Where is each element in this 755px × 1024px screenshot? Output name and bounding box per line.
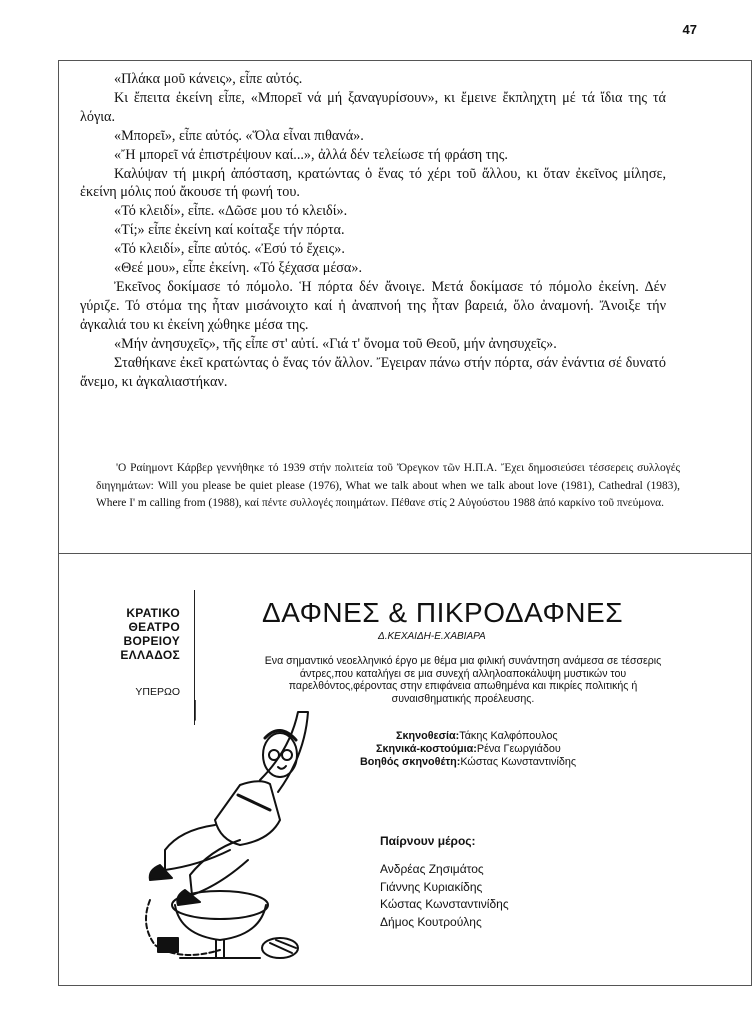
story-paragraph: Ἐκεῖνος δοκίμασε τό πόμολο. Ἡ πόρτα δέν ἄνοιγε. Μετά δοκίμασε τό πόμολο ἐκείνη. Δέν γύριζε. Τό στόμα της ἦταν μισάνοιχτο καί ἡ ἀναπνοή της ἦταν βαρειά, ὅλο ἀναμονή. Ἄνοιξε τήν ἀγκαλιά του κι ἐκείνη χώθηκε μέσα της.	[80, 278, 666, 333]
story-paragraph: «Ἤ μπορεῖ νά ἐπιστρέψουν καί...», ἀλλά δέν τελείωσε τή φράση της.	[114, 146, 508, 163]
theatre-name-line: ΚΡΑΤΙΚΟ	[126, 606, 180, 620]
theatre-name	[100, 606, 180, 662]
footnote-text: 'Ο Ραίημοντ Κάρβερ γεννήθηκε τό 1939 στήν πολιτεία τοῦ Ὄρεγκον τῶν Η.Π.Α. Ἔχει δημοσιεύσει τέσσερεις συλλογές διηγημάτων: Will you please be quiet please (1976), What we talk about when we talk about love (1981), Cathedral (1983), Where I' m calling from (1988), καί πέντε συλλογές ποιημάτων. Πέθανε στίς 2 Αὐγούστου 1988 ἀπό καρκίνο τοῦ πνεύμονα.	[96, 462, 680, 510]
page-number: 47	[682, 22, 697, 37]
cast-list	[380, 861, 580, 931]
story-paragraph: «Τό κλειδί», εἶπε αὐτός. «Ἐσύ τό ἔχεις».	[114, 241, 345, 258]
play-description: Ενα σημαντικό νεοελληνικό έργο με θέμα μια φιλική συνάντηση ανάμεσα σε τέσσερις άντρες,που καταλήγει σε μια συνεχή αλληλοαποκάλυψη μυστικών του παρελθόντος,φέροντας στην επιφάνεια απωθημένα και πικρίες πολιτικής ή συναισθηματικής προέλευσης.	[264, 655, 662, 705]
story-text	[80, 70, 666, 391]
theatre-name-line: ΘΕΑΤΡΟ	[128, 620, 180, 634]
section-divider	[59, 553, 751, 554]
play-authors: Δ.ΚΕΧΑΙΔΗ-Ε.ΧΑΒΙΑΡΑ	[378, 631, 486, 642]
story-paragraph: «Θεέ μου», εἶπε ἐκείνη. «Τό ξέχασα μέσα».	[114, 260, 363, 277]
credit-line	[360, 743, 650, 756]
credit-role: Σκηνοθεσία:	[396, 730, 460, 742]
story-paragraph: Σταθήκανε ἐκεῖ κρατώντας ὁ ἕνας τόν ἄλλον. Ἔγειραν πάνω στήν πόρτα, σάν ἐνάντια σέ δυνατό ἄνεμο, κι ἀγκαλιαστήκαν.	[80, 354, 666, 390]
cast-heading: Παίρνουν μέρος:	[380, 834, 476, 848]
cast-member: Κώστας Κωνσταντινίδης	[380, 897, 509, 912]
credit-name: Κώστας Κωνσταντινίδης	[460, 756, 577, 768]
story-paragraph: «Πλάκα μοῦ κάνεις», εἶπε αὐτός.	[114, 71, 303, 87]
story-paragraph: «Τί;» εἶπε ἐκείνη καί κοίταξε τήν πόρτα.	[114, 222, 345, 239]
theatre-name-line: ΒΟΡΕΙΟΥ	[123, 634, 180, 648]
author-footnote	[96, 460, 680, 513]
credit-role: Βοηθός σκηνοθέτη:	[360, 756, 461, 768]
credit-role: Σκηνικά-κοστούμια:	[376, 743, 477, 755]
story-paragraph: «Τό κλειδί», εἶπε. «Δῶσε μου τό κλειδί».	[114, 203, 348, 220]
cast-member: Γιάννης Κυριακίδης	[380, 879, 483, 894]
credit-line	[360, 756, 650, 769]
play-title: ΔΑΦΝΕΣ & ΠΙΚΡΟΔΑΦΝΕΣ	[262, 597, 624, 628]
man-on-stool-illustration	[120, 700, 320, 970]
story-paragraph: «Μπορεῖ», εἶπε αὐτός. «Ὅλα εἶναι πιθανά».	[114, 127, 364, 144]
cast-member: Ανδρέας Ζησιμάτος	[380, 862, 484, 876]
theatre-name-line: ΕΛΛΑΔΟΣ	[120, 648, 180, 662]
story-paragraph: Κι ἔπειτα ἐκείνη εἶπε, «Μπορεῖ νά μή ξαναγυρίσουν», κι ἔμεινε ἔκπληχτη μέ τά ἴδια της τά λόγια.	[80, 89, 666, 125]
story-paragraph: «Μήν ἀνησυχεῖς», τῆς εἶπε στ' αὐτί. «Γιά τ' ὄνομα τοῦ Θεοῦ, μήν ἀνησυχεῖς».	[114, 335, 557, 352]
credit-name: Ρένα Γεωργιάδου	[476, 743, 561, 755]
venue-label: ΥΠΕΡΩΟ	[135, 686, 180, 698]
story-paragraph: Καλύψαν τή μικρή ἀπόσταση, κρατώντας ὁ ἕνας τό χέρι τοῦ ἄλλου, κι ὅταν ἐκεῖνος μίλησε, ἐκείνη μόλις πού ἄκουσε τή φωνή του.	[80, 165, 666, 201]
credit-name: Τάκης Καλφόπουλος	[459, 730, 558, 742]
cast-member: Δήμος Κουτρούλης	[380, 914, 482, 929]
credit-line	[360, 730, 650, 743]
credits-block	[360, 730, 650, 769]
